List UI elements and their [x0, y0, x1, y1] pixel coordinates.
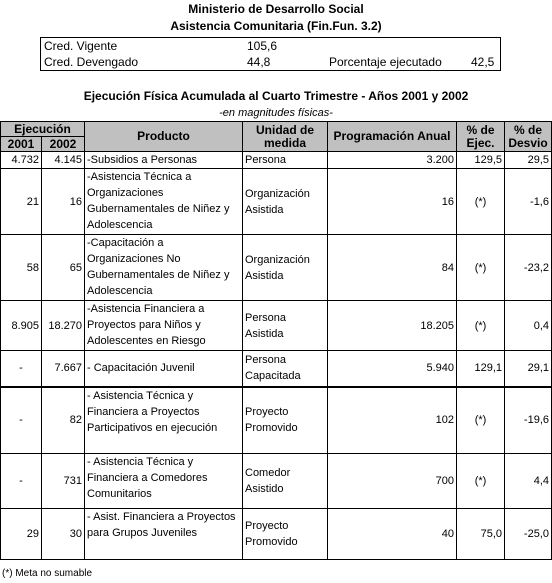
cell-pct-ejec: 129,1 [457, 351, 505, 387]
cell-2001: 29 [1, 509, 42, 560]
cell-unidad: Persona Capacitada [243, 351, 328, 387]
table-row [1, 301, 552, 351]
table-row [1, 387, 552, 454]
cell-producto: - Asist. Financiera a Proyectos para Grupos Juveniles [85, 509, 243, 560]
cell-2001: - [1, 351, 42, 387]
cell-pct-desvio: 29,5 [505, 152, 552, 169]
header-unidad: Unidad de medida [243, 122, 328, 152]
ministry-title: Ministerio de Desarrollo Social [188, 2, 364, 16]
cell-programacion: 102 [328, 387, 457, 454]
cell-pct-ejec: (*) [457, 301, 505, 351]
header-2002: 2002 [42, 137, 85, 152]
cell-unidad: Persona [243, 152, 328, 169]
cell-2001: 4.732 [1, 152, 42, 169]
table-row [1, 351, 552, 387]
program-title: Asistencia Comunitaria (Fin.Fun. 3.2) [170, 19, 382, 33]
header-pct-ejec: % de Ejec. [457, 122, 505, 152]
cell-programacion: 700 [328, 454, 457, 509]
cell-producto: -Asistencia Financiera a Proyectos para Niños y Adolescentes en Riesgo [85, 301, 243, 351]
table-row [1, 509, 552, 560]
header-2001: 2001 [1, 137, 42, 152]
cell-pct-ejec: (*) [457, 169, 505, 235]
cell-producto: -Capacitación a Organizaciones No Gubernamentales de Niñez y Adolescencia [85, 235, 243, 301]
cell-unidad: Proyecto Promovido [243, 509, 328, 560]
devengado-value: 44,8 [247, 55, 271, 69]
cell-programacion: 18.205 [328, 301, 457, 351]
cell-programacion: 3.200 [328, 152, 457, 169]
table-row [1, 454, 552, 509]
cell-2002: 731 [42, 454, 85, 509]
cell-pct-ejec: 129,5 [457, 152, 505, 169]
cell-pct-desvio: -23,2 [505, 235, 552, 301]
execution-table [0, 121, 552, 560]
cell-2001: - [1, 387, 42, 454]
footnote: (*) Meta no sumable [2, 568, 93, 579]
cell-2002: 7.667 [42, 351, 85, 387]
cell-pct-desvio: -19,6 [505, 387, 552, 454]
section-subtitle: -en magnitudes físicas- [219, 107, 333, 119]
cell-2001: 8.905 [1, 301, 42, 351]
budget-box [40, 37, 501, 71]
cell-2002: 18.270 [42, 301, 85, 351]
table-row [1, 235, 552, 301]
cell-pct-desvio: -25,0 [505, 509, 552, 560]
cell-unidad: Comedor Asistido [243, 454, 328, 509]
cell-producto: - Capacitación Juvenil [85, 351, 243, 387]
table-row [1, 152, 552, 169]
cell-2002: 16 [42, 169, 85, 235]
cell-unidad: Organización Asistida [243, 235, 328, 301]
header-pct-desvio: % de Desvio [505, 122, 552, 152]
cell-programacion: 16 [328, 169, 457, 235]
vigente-value: 105,6 [247, 39, 278, 53]
cell-pct-desvio: -1,6 [505, 169, 552, 235]
cell-producto: - Asistencia Técnica y Financiera a Comedores Comunitarios [85, 454, 243, 509]
header-producto: Producto [85, 122, 243, 152]
porcentaje-value: 42,5 [471, 55, 495, 69]
cell-unidad: Persona Asistida [243, 301, 328, 351]
cell-2002: 30 [42, 509, 85, 560]
cell-pct-ejec: (*) [457, 454, 505, 509]
cell-2002: 65 [42, 235, 85, 301]
cell-unidad: Organización Asistida [243, 169, 328, 235]
cell-programacion: 5.940 [328, 351, 457, 387]
cell-2001: 58 [1, 235, 42, 301]
porcentaje-label: Porcentaje ejecutado [329, 55, 442, 69]
cell-unidad: Proyecto Promovido [243, 387, 328, 454]
header-programacion: Programación Anual [328, 122, 457, 152]
section-title: Ejecución Física Acumulada al Cuarto Trimestre - Años 2001 y 2002 [83, 89, 469, 103]
cell-producto: -Subsidios a Personas [85, 152, 243, 169]
cell-producto: -Asistencia Técnica a Organizaciones Gubernamentales de Niñez y Adolescencia [85, 169, 243, 235]
cell-pct-ejec: (*) [457, 387, 505, 454]
cell-2002: 82 [42, 387, 85, 454]
cell-programacion: 84 [328, 235, 457, 301]
vigente-label: Cred. Vigente [44, 39, 118, 53]
header-ejecucion: Ejecución [1, 122, 85, 137]
devengado-label: Cred. Devengado [44, 55, 139, 69]
cell-2001: 21 [1, 169, 42, 235]
cell-programacion: 40 [328, 509, 457, 560]
cell-2002: 4.145 [42, 152, 85, 169]
cell-pct-desvio: 29,1 [505, 351, 552, 387]
cell-pct-ejec: (*) [457, 235, 505, 301]
cell-2001: - [1, 454, 42, 509]
cell-pct-desvio: 0,4 [505, 301, 552, 351]
cell-pct-desvio: 4,4 [505, 454, 552, 509]
table-row [1, 169, 552, 235]
cell-pct-ejec: 75,0 [457, 509, 505, 560]
cell-producto: - Asistencia Técnica y Financiera a Proyectos Participativos en ejecución [85, 387, 243, 454]
